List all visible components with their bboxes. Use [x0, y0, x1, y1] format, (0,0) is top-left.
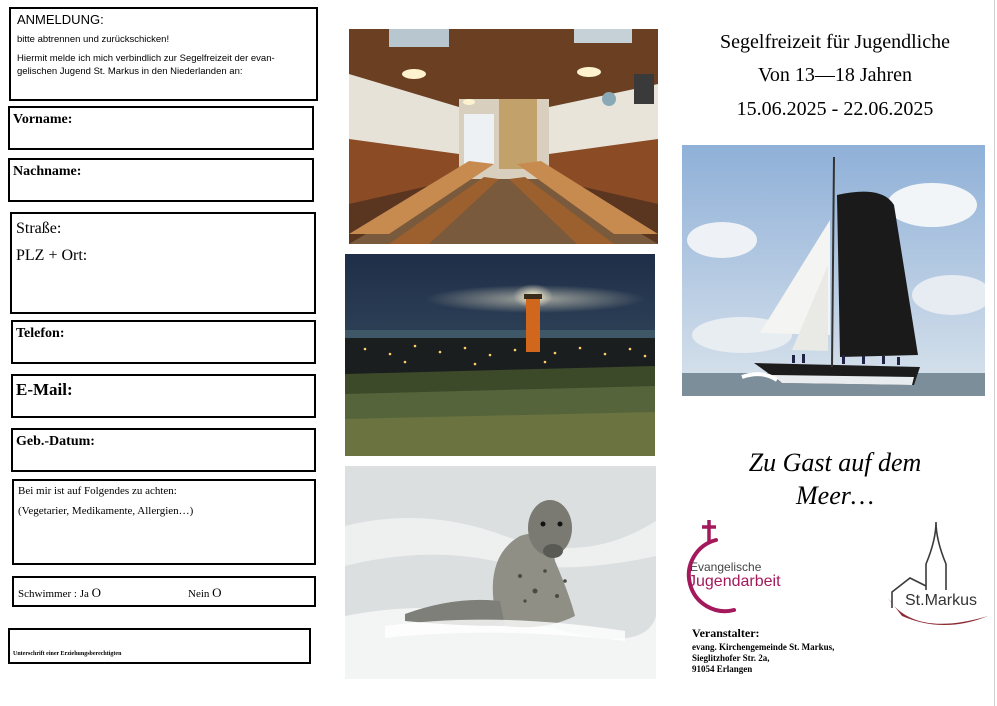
church-icon [884, 520, 996, 640]
nachname-field[interactable] [8, 158, 314, 202]
swimmer-box [12, 576, 316, 607]
event-title: Segelfreizeit für Jugendliche [720, 31, 950, 53]
ej-logo-line1: Evangelische [690, 560, 762, 574]
swimmer-yes-label: Schwimmer : Ja [18, 588, 89, 600]
notes-field[interactable] [12, 479, 316, 565]
notes-label: Bei mir ist auf Folgendes zu achten: [18, 485, 177, 497]
organizer-line1: evang. Kirchengemeinde St. Markus, [692, 642, 835, 652]
seal-photo [345, 466, 656, 679]
signature-label: Unterschrift einer Erziehungsberechtigten [13, 651, 122, 657]
form-instruction: bitte abtrennen und zurückschicken! [17, 34, 170, 45]
vorname-field[interactable] [8, 106, 314, 150]
strasse-label: Straße: [16, 220, 62, 237]
lighthouse-photo [345, 254, 655, 456]
organizer-line2: Sieglitzhofer Str. 2a, [692, 653, 770, 663]
organizer-line3: 91054 Erlangen [692, 664, 753, 674]
swimmer-label [18, 585, 101, 601]
address-field[interactable] [10, 212, 316, 314]
age-range: Von 13—18 Jahren [757, 64, 913, 86]
organizer [692, 626, 834, 674]
form-declaration-line2: gelischen Jugend St. Markus in den Niederlanden an: [17, 66, 243, 77]
form-title: ANMELDUNG: [17, 12, 104, 27]
ship-interior-photo [349, 29, 658, 244]
st-markus-label: St.Markus [905, 592, 978, 609]
plz-label: PLZ + Ort: [16, 247, 88, 264]
sailing-ship-photo [682, 145, 985, 396]
tagline-line1: Zu Gast auf dem [748, 448, 922, 477]
ej-logo-line2: Jugendarbeit [688, 573, 781, 590]
signature-field[interactable] [8, 628, 311, 664]
notes-hint: (Vegetarier, Medikamente, Allergien…) [18, 505, 194, 517]
birthdate-field[interactable] [11, 428, 316, 472]
swimmer-no [188, 585, 222, 601]
form-header-box [9, 7, 318, 101]
st-markus-logo [884, 520, 996, 640]
event-dates: 15.06.2025 - 22.06.2025 [736, 98, 934, 120]
telefon-field[interactable] [11, 320, 316, 364]
vorname-label: Vorname: [13, 112, 73, 127]
swimmer-no-label: Nein [188, 588, 210, 600]
email-label: E-Mail: [16, 380, 73, 399]
page-edge [994, 0, 995, 706]
email-field[interactable] [11, 374, 316, 418]
swimmer-yes-checkbox[interactable]: O [91, 585, 102, 600]
nachname-label: Nachname: [13, 164, 82, 179]
swimmer-no-checkbox[interactable]: O [212, 585, 222, 600]
tagline-line2: Meer… [796, 481, 874, 510]
telefon-label: Telefon: [16, 326, 65, 341]
birthdate-label: Geb.-Datum: [16, 434, 95, 449]
form-declaration-line1: Hiermit melde ich mich verbindlich zur Segelfreizeit der evan- [17, 53, 275, 64]
organizer-label: Veranstalter: [692, 626, 760, 640]
ej-logo [672, 518, 792, 618]
tagline [680, 446, 990, 512]
